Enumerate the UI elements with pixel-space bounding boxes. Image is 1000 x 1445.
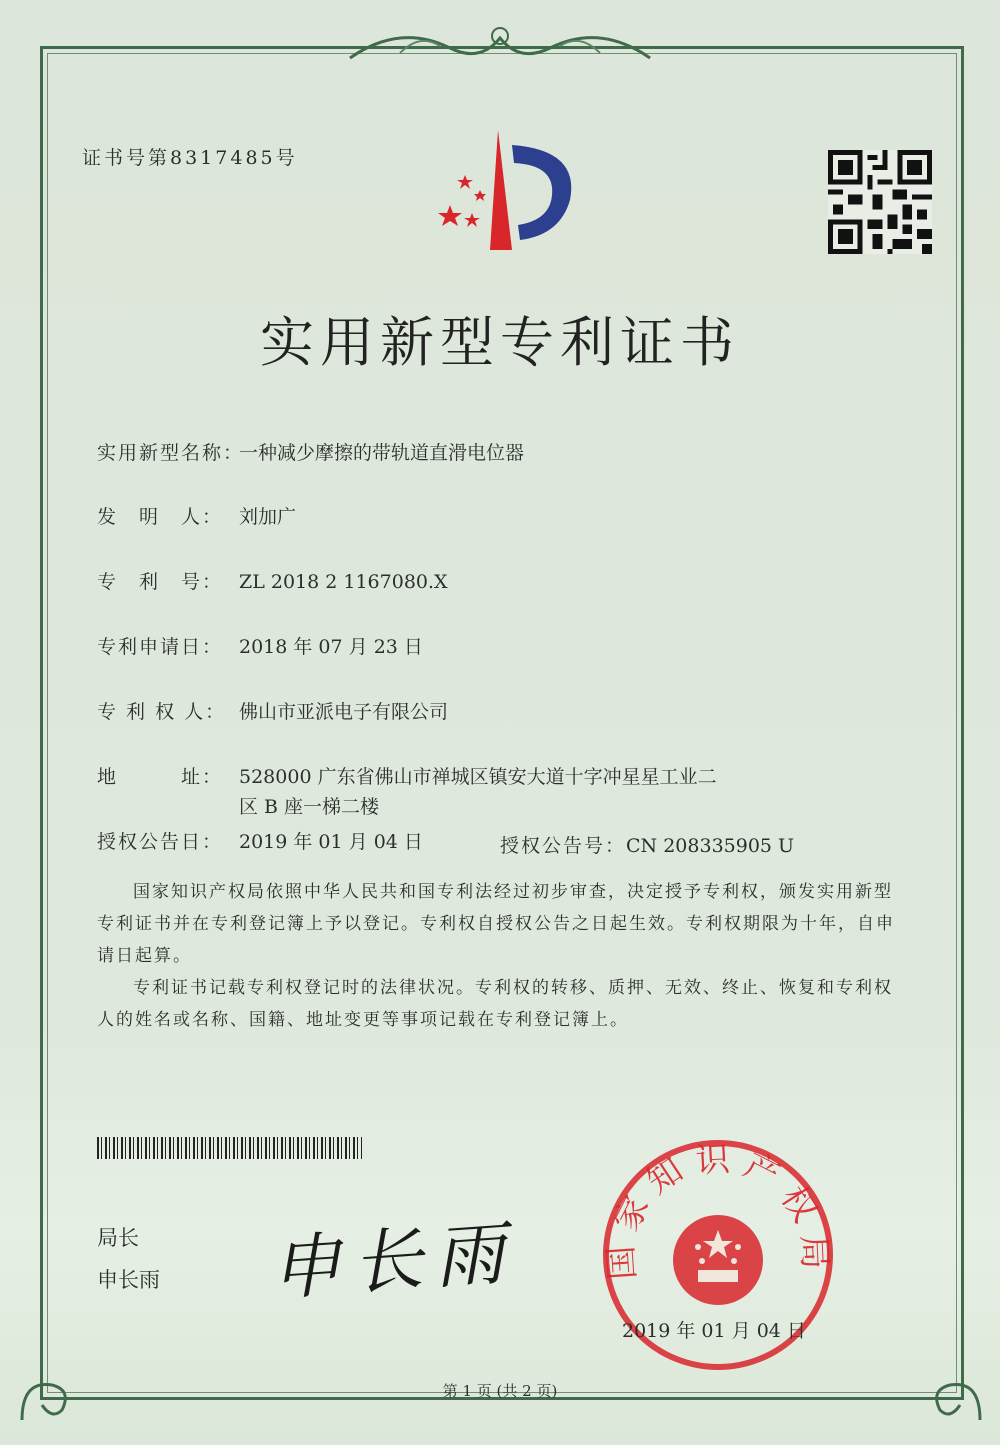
field-label: 地 址：: [97, 766, 224, 788]
director-signature: 申长雨: [267, 1211, 519, 1311]
field-grant-number: [500, 831, 794, 858]
seal-text: 国 家 知 识 产 权 局: [601, 1139, 835, 1282]
field-value: 佛山市亚派电子有限公司: [239, 701, 449, 723]
director-name: 申长雨: [97, 1268, 160, 1292]
field-value: 528000 广东省佛山市禅城区镇安大道十字冲星星工业二: [239, 766, 717, 788]
field-label: 授权公告日：: [97, 831, 224, 853]
field-patent-number: [97, 567, 448, 594]
statement-paragraph: 专利证书记载专利权登记时的法律状况。专利权的转移、质押、无效、终止、恢复和专利权人的姓名或名称、国籍、地址变更等事项记载在专利登记簿上。: [97, 978, 893, 1030]
page-footer: 第 1 页 (共 2 页): [442, 1382, 558, 1400]
field-value: 刘加广: [239, 506, 297, 528]
statement-paragraph: 国家知识产权局依照中华人民共和国专利法经过初步审查，决定授予专利权，颁发实用新型专利证书并在专利登记簿上予以登记。专利权自授权公告之日起生效。专利权期限为十年，自申请日起算。: [97, 882, 895, 966]
field-label: 专利申请日：: [97, 636, 224, 658]
field-grant-date: [97, 827, 423, 854]
field-label: 授权公告号：: [500, 835, 627, 857]
field-label: 专 利 权 人：: [97, 701, 227, 723]
field-label: 实用新型名称：: [97, 442, 245, 464]
field-value: 2019 年 01 月 04 日: [239, 831, 423, 853]
field-value: CN 208335905 U: [626, 835, 795, 857]
page-title: 实用新型专利证书: [260, 311, 740, 374]
field-label: 发 明 人：: [97, 506, 224, 528]
barcode: [97, 1137, 362, 1159]
field-value: ZL 2018 2 1167080.X: [239, 571, 448, 593]
top-ornament: [340, 18, 660, 68]
field-utility-model-name: [97, 438, 524, 465]
field-patentee: [97, 697, 448, 724]
director-title: 局长: [97, 1226, 139, 1250]
patent-office-logo: [420, 125, 590, 255]
qr-code: [828, 150, 932, 254]
field-address: [97, 762, 717, 789]
seal-date: 2019 年 01 月 04 日: [622, 1320, 806, 1342]
field-address-line2: 区 B 座一梯二楼: [239, 796, 380, 818]
field-label: 专 利 号：: [97, 571, 224, 593]
certificate-number: 证书号第8317485号: [82, 147, 298, 169]
field-inventor: [97, 502, 296, 529]
field-value: 一种减少摩擦的带轨道直滑电位器: [239, 442, 525, 464]
field-value: 2018 年 07 月 23 日: [239, 636, 423, 658]
field-application-date: [97, 632, 423, 659]
